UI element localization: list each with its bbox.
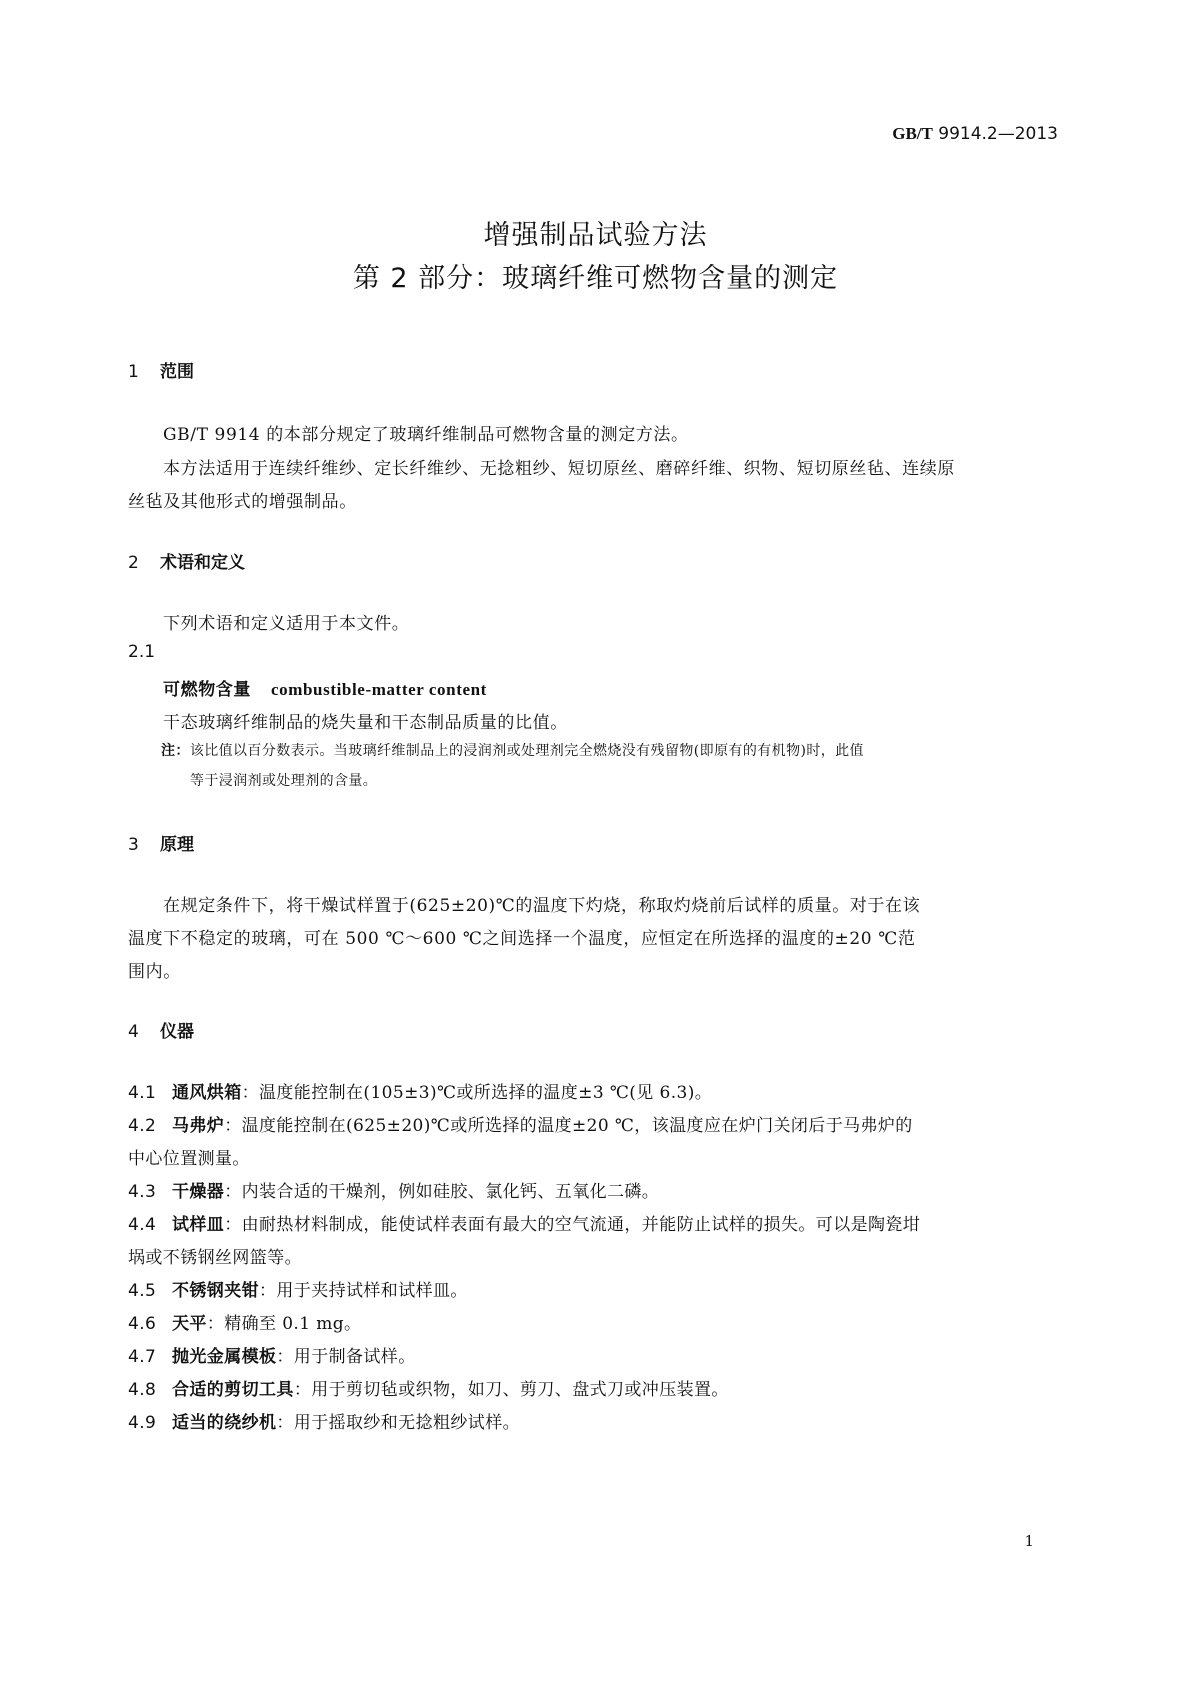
section-heading-3 [128,830,194,855]
paragraph: 下列术语和定义适用于本文件。 [163,614,410,634]
apparatus-item [128,1276,468,1301]
item-continuation: 中心位置测量。 [128,1149,250,1169]
item-text: ：精确至 0.1 mg。 [206,1314,362,1334]
item-number: 4.2 [128,1116,157,1136]
section-title: 范围 [160,362,194,382]
item-term: 干燥器 [172,1182,225,1202]
document-title-line2: 第 2 部分：玻璃纤维可燃物含量的测定 [352,263,839,294]
section-number: 4 [128,1022,139,1042]
paragraph: 在规定条件下，将干燥试样置于(625±20)℃的温度下灼烧，称取灼烧前后试样的质量。对于在该 [163,896,921,916]
paragraph-continuation: 温度下不稳定的玻璃，可在 500 ℃～600 ℃之间选择一个温度，应恒定在所选择的温度的±20 ℃范 [128,929,916,949]
term-entry [163,675,487,700]
section-number: 3 [128,835,139,855]
apparatus-item [128,1309,361,1334]
apparatus-item [128,1375,729,1400]
page-number: 1 [1024,1532,1034,1550]
standard-code-prefix: GB/T [892,124,933,143]
term-english: combustible-matter content [271,680,487,699]
item-number: 4.7 [128,1347,157,1367]
item-number: 4.9 [128,1413,157,1433]
note-label: 注： [161,743,190,759]
item-text: ：用于制备试样。 [276,1347,416,1367]
section-heading-2 [128,548,245,573]
standard-code [0,124,1058,144]
paragraph: GB/T 9914 的本部分规定了玻璃纤维制品可燃物含量的测定方法。 [163,425,689,445]
paragraph-continuation: 丝毡及其他形式的增强制品。 [128,492,357,512]
term-definition: 干态玻璃纤维制品的烧失量和干态制品质量的比值。 [163,713,568,733]
apparatus-item [128,1078,712,1103]
section-title: 原理 [160,835,194,855]
apparatus-item [128,1177,659,1202]
item-text: ：用于夹持试样和试样皿。 [259,1281,468,1301]
item-number: 4.5 [128,1281,157,1301]
item-number: 4.3 [128,1182,157,1202]
item-term: 马弗炉 [172,1116,225,1136]
apparatus-item [128,1111,913,1136]
item-text: ：温度能控制在(625±20)℃或所选择的温度±20 ℃，该温度应在炉门关闭后于马弗炉的 [224,1116,913,1136]
section-title: 术语和定义 [160,553,245,573]
item-continuation: 埚或不锈钢丝网篮等。 [128,1248,302,1268]
apparatus-item [128,1210,920,1235]
item-term: 合适的剪切工具 [172,1380,294,1400]
section-heading-4 [128,1017,194,1042]
item-term: 通风烘箱 [172,1083,242,1103]
item-number: 4.4 [128,1215,157,1235]
item-term: 天平 [172,1314,207,1334]
item-term: 抛光金属模板 [172,1347,277,1367]
note-text: 该比值以百分数表示。当玻璃纤维制品上的浸润剂或处理剂完全燃烧没有残留物(即原有的有机物)时，此值 [189,743,864,759]
section-title: 仪器 [160,1022,194,1042]
apparatus-item [128,1342,416,1367]
section-number: 1 [128,362,139,382]
item-text: ：内装合适的干燥剂，例如硅胶、氯化钙、五氧化二磷。 [224,1182,660,1202]
paragraph-continuation: 围内。 [128,962,181,982]
section-number: 2 [128,553,139,573]
item-text: ：用于摇取纱和无捻粗纱试样。 [276,1413,521,1433]
note [161,740,864,760]
item-number: 4.8 [128,1380,157,1400]
document-title-line1: 增强制品试验方法 [483,220,708,251]
item-term: 适当的绕纱机 [172,1413,277,1433]
paragraph: 本方法适用于连续纤维纱、定长纤维纱、无捻粗纱、短切原丝、磨碎纤维、织物、短切原丝毡、连续原 [163,459,955,479]
item-number: 4.6 [128,1314,157,1334]
item-term: 不锈钢夹钳 [172,1281,259,1301]
item-number: 4.1 [128,1083,157,1103]
subclause-number: 2.1 [128,642,156,662]
item-term: 试样皿 [172,1215,225,1235]
item-text: ：用于剪切毡或织物，如刀、剪刀、盘式刀或冲压装置。 [293,1380,729,1400]
item-text: ：温度能控制在(105±3)℃或所选择的温度±3 ℃(见 6.3)。 [241,1083,713,1103]
standard-code-number: 9914.2—2013 [932,124,1058,144]
section-heading-1 [128,357,194,382]
note-continuation: 等于浸润剂或处理剂的含量。 [190,773,378,789]
apparatus-item [128,1408,520,1433]
term-chinese: 可燃物含量 [163,680,251,700]
item-text: ：由耐热材料制成，能使试样表面有最大的空气流通，并能防止试样的损失。可以是陶瓷坩 [224,1215,921,1235]
